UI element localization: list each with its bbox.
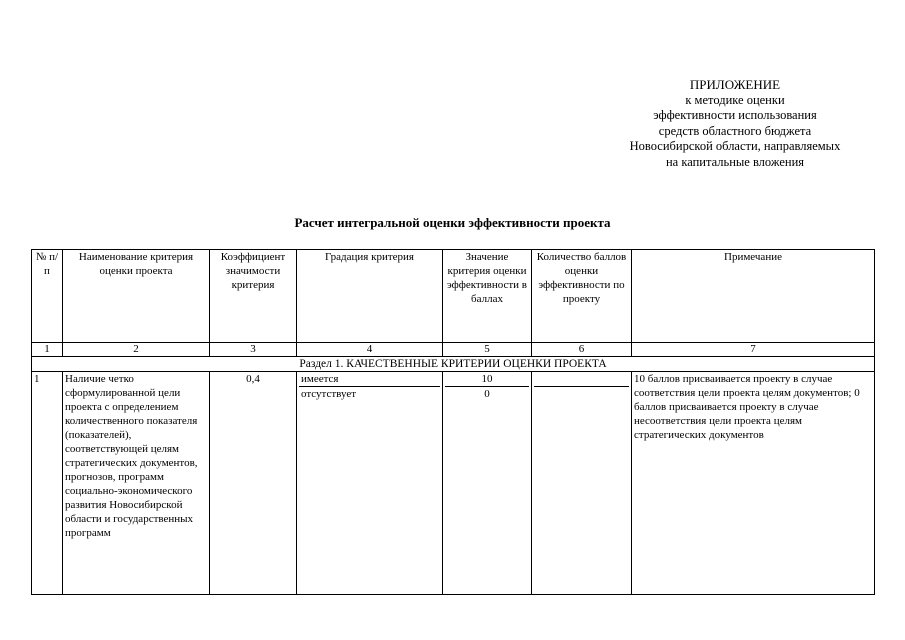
appendix-heading: ПРИЛОЖЕНИЕ: [689, 77, 781, 92]
column-number: 6: [532, 343, 632, 357]
column-number: 4: [297, 343, 443, 357]
appendix-line: Новосибирской области, направляемых: [629, 139, 841, 153]
document-title: Расчет интегральной оценки эффективности проекта: [294, 215, 611, 230]
column-number-row: [32, 343, 875, 357]
table-header-row: [32, 250, 875, 343]
coefficient-value: 0,4: [210, 372, 297, 595]
appendix-block: [590, 77, 880, 170]
section-title: Раздел 1. КАЧЕСТВЕННЫЕ КРИТЕРИИ ОЦЕНКИ ПРОЕКТА: [32, 357, 875, 372]
gradation-value: 10: [445, 372, 529, 387]
header-coefficient: Коэффициент значимости критерия: [210, 250, 297, 343]
header-gradation: Градация критерия: [297, 250, 443, 343]
header-note: Примечание: [632, 250, 875, 343]
column-number: 2: [63, 343, 210, 357]
column-number: 7: [632, 343, 875, 357]
header-value: Значение критерия оценки эффективности в баллах: [443, 250, 532, 343]
section-row: [32, 357, 875, 372]
row-number: 1: [32, 372, 63, 595]
gradation-value: 0: [484, 388, 490, 400]
evaluation-table: [31, 249, 875, 595]
score-value: [534, 372, 629, 387]
gradation-option: отсутствует: [301, 388, 357, 400]
header-criterion-name: Наименование критерия оценки проекта: [63, 250, 210, 343]
criterion-name: Наличие четко сформулированной цели проекта с определением количественного показателя (показателей), соответствующей целям стратегических документов, прогнозов, программ социально-экономического развития Новосибирской области и государственных программ: [63, 372, 210, 595]
value-cell: [443, 372, 532, 595]
column-number: 1: [32, 343, 63, 357]
gradation-option: имеется: [299, 372, 440, 387]
column-number: 3: [210, 343, 297, 357]
note-text: 10 баллов присваивается проекту в случае соответствия цели проекта целям документов; 0 баллов присваивается проекту в случае несоответствия цели проекта целям стратегических документов: [632, 372, 875, 595]
table-row: [32, 372, 875, 595]
header-score: Количество баллов оценки эффективности по проекту: [532, 250, 632, 343]
header-number: № п/п: [32, 250, 63, 343]
gradation-cell: [297, 372, 443, 595]
column-number: 5: [443, 343, 532, 357]
score-cell: [532, 372, 632, 595]
appendix-line: средств областного бюджета: [658, 123, 812, 138]
appendix-line: на капитальные вложения: [665, 154, 805, 169]
appendix-line: эффективности использования: [653, 108, 817, 122]
appendix-line: к методике оценки: [685, 92, 785, 107]
